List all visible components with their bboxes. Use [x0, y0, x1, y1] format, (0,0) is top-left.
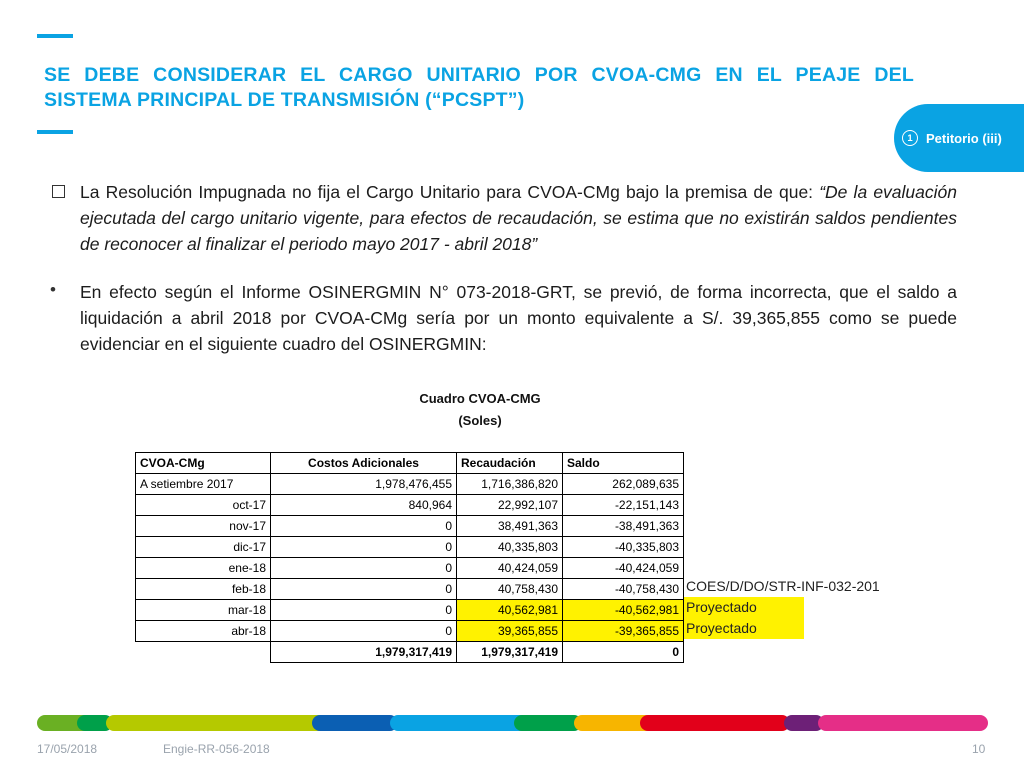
paragraph-resolution: [80, 179, 957, 257]
accent-bar-bottom: [37, 130, 73, 134]
footer-date: 17/05/2018: [37, 742, 98, 756]
header-recaudacion: Recaudación: [457, 453, 563, 474]
slide-title: SE DEBE CONSIDERAR EL CARGO UNITARIO POR CVOA-CMG EN EL PEAJE DEL SISTEMA PRINCIPAL DE TRANSMISIÓN (“PCSPT”): [44, 64, 914, 111]
row-saldo: -38,491,363: [563, 516, 684, 537]
row-recaudacion: 40,758,430: [457, 579, 563, 600]
table-row: [136, 579, 684, 600]
row-recaudacion: 1,716,386,820: [457, 474, 563, 495]
header-saldo: Saldo: [563, 453, 684, 474]
row-label: dic-17: [136, 537, 271, 558]
table-row: [136, 621, 684, 642]
row-label: oct-17: [136, 495, 271, 516]
row-label: abr-18: [136, 621, 271, 642]
paragraph-resolution-text: La Resolución Impugnada no fija el Cargo Unitario para CVOA-CMg bajo la premisa de que:: [80, 182, 820, 202]
row-costos: 0: [271, 600, 457, 621]
footer-page-number: 10: [972, 742, 986, 756]
footer-doc-id: Engie-RR-056-2018: [163, 742, 270, 756]
table-header-row: [136, 453, 684, 474]
row-recaudacion: 22,992,107: [457, 495, 563, 516]
section-tag: [894, 104, 1024, 172]
row-recaudacion: 39,365,855: [457, 621, 563, 642]
header-costos: Costos Adicionales: [271, 453, 457, 474]
accent-bar-top: [37, 34, 73, 38]
row-costos: 1,978,476,455: [271, 474, 457, 495]
row-saldo: -40,562,981: [563, 600, 684, 621]
total-saldo: 0: [563, 642, 684, 663]
row-costos: 0: [271, 537, 457, 558]
table-row: [136, 474, 684, 495]
paragraph-informe: En efecto según el Informe OSINERGMIN N° 073-2018-GRT, se previó, de forma incorrecta, que el saldo a liquidación a abril 2018 por CVOA-CMg sería por un monto equivalente a S/. 39,365,855 como se puede evidenciar en el siguiente cuadro del OSINERGMIN:: [80, 282, 957, 354]
row-saldo: -40,424,059: [563, 558, 684, 579]
row-costos: 0: [271, 558, 457, 579]
table-row: [136, 600, 684, 621]
note-proyectado-abr: Proyectado: [684, 618, 804, 639]
table-total-row: [136, 642, 684, 663]
row-costos: 0: [271, 516, 457, 537]
table-row: [136, 537, 684, 558]
bullet-dot-icon: •: [50, 280, 56, 299]
tag-label: Petitorio (iii): [926, 130, 1002, 146]
row-label: A setiembre 2017: [136, 474, 271, 495]
row-saldo: -39,365,855: [563, 621, 684, 642]
strip-segment: [312, 715, 398, 731]
row-recaudacion: 38,491,363: [457, 516, 563, 537]
total-empty-cell: [136, 642, 271, 663]
row-saldo: -22,151,143: [563, 495, 684, 516]
table-caption-title: Cuadro CVOA-CMG: [419, 391, 541, 406]
strip-segment: [640, 715, 790, 731]
row-saldo: -40,758,430: [563, 579, 684, 600]
checkbox-bullet-icon: [52, 185, 65, 198]
row-label: feb-18: [136, 579, 271, 600]
strip-segment: [390, 715, 530, 731]
row-costos: 840,964: [271, 495, 457, 516]
row-label: mar-18: [136, 600, 271, 621]
tag-number-icon: 1: [902, 130, 918, 146]
row-label: nov-17: [136, 516, 271, 537]
total-costos: 1,979,317,419: [271, 642, 457, 663]
table-row: [136, 558, 684, 579]
table-caption-unit: (Soles): [458, 413, 502, 428]
row-label: ene-18: [136, 558, 271, 579]
row-saldo: 262,089,635: [563, 474, 684, 495]
total-recaudacion: 1,979,317,419: [457, 642, 563, 663]
row-costos: 0: [271, 579, 457, 600]
note-proyectado-mar: Proyectado: [684, 597, 804, 618]
row-recaudacion: 40,424,059: [457, 558, 563, 579]
cvoa-table: [135, 452, 684, 663]
row-saldo: -40,335,803: [563, 537, 684, 558]
note-coes-report: COES/D/DO/STR-INF-032-201: [686, 578, 880, 594]
row-recaudacion: 40,335,803: [457, 537, 563, 558]
row-costos: 0: [271, 621, 457, 642]
table-row: [136, 495, 684, 516]
row-recaudacion: 40,562,981: [457, 600, 563, 621]
header-cvoa: CVOA-CMg: [136, 453, 271, 474]
strip-segment: [106, 715, 326, 731]
paragraph-resolution-quote: “De la evaluación ejecutada del cargo unitario vigente, para efectos de recaudación, se estima que no existirán saldos pendientes de reconocer al finalizar el periodo mayo 2017 - abril 2018”: [80, 182, 957, 254]
strip-segment: [514, 715, 582, 731]
strip-segment: [818, 715, 988, 731]
table-row: [136, 516, 684, 537]
